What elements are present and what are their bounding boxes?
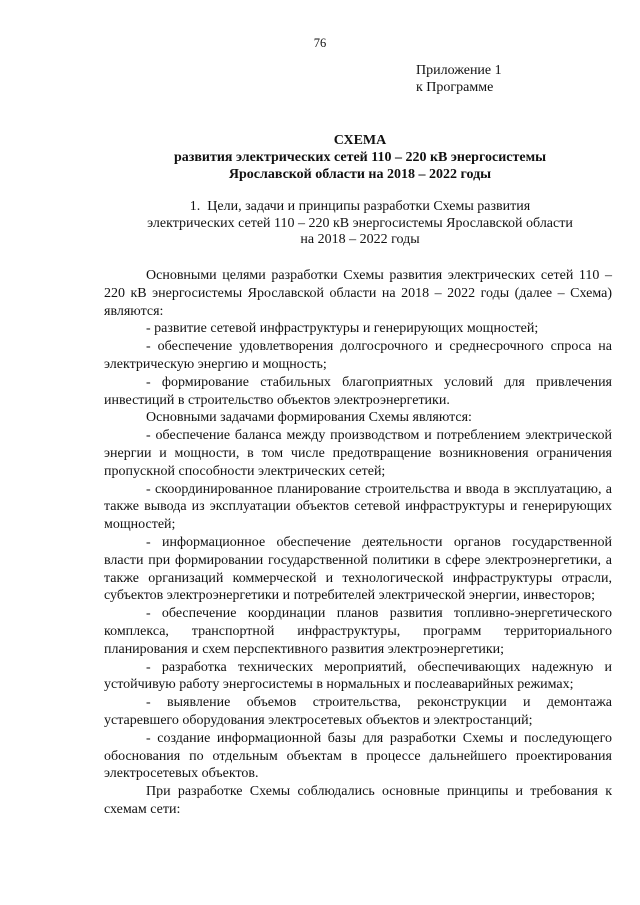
title-line-3: Ярославской области на 2018 – 2022 годы [228,167,492,182]
paragraph: Основными целями разработки Схемы развития электрических сетей 110 – 220 кВ энергосистемы Ярославской области на 2018 – 2022 годы (далее – Схема) являются: [104,268,612,319]
paragraph: При разработке Схемы соблюдались основные принципы и требования к схемам сети: [104,784,612,817]
section-heading [100,199,620,249]
section-heading-line-3: на 2018 – 2022 годы [300,232,420,247]
section-heading-line-1: 1. Цели, задачи и принципы разработки Схемы развития [189,199,531,214]
paragraph: - создание информационной базы для разработки Схемы и последующего обоснования по отдельным объектам в процессе дальнейшего проектирования электросетевых объектов. [104,730,612,782]
paragraph: - формирование стабильных благоприятных условий для привлечения инвестиций в строительство объектов электроэнергетики. [104,374,612,408]
section-heading-line-2: электрических сетей 110 – 220 кВ энергосистемы Ярославской области [147,215,573,231]
paragraph: - обеспечение баланса между производством и потреблением электрической энергии и мощности, в том числе предотвращение возникновения ограничения пропускной способности электрических сетей; [104,428,612,479]
paragraph: - обеспечение удовлетворения долгосрочного и среднесрочного спроса на электрическую энергию и мощность; [104,339,612,372]
paragraph: - разработка технических мероприятий, обеспечивающих надежную и устойчивую работу энергосистемы в нормальных и послеаварийных режимах; [104,659,612,693]
page-number: 76 [313,36,327,50]
paragraph: - информационное обеспечение деятельности органов государственной власти при формировании государственной политики в сфере электроэнергетики, а также организаций коммерческой и технологической инфраструктуры отрасли, субъектов электроэнергетики и потребителей электрической энергии, инвесторов; [104,534,612,604]
paragraph: - обеспечение координации планов развития топливно-энергетического комплекса, транспортной инфраструктуры, программ территориального планирования и схем перспективного развития электроэнергетики; [104,606,612,657]
title-line-1: СХЕМА [333,133,387,148]
appendix-label [416,62,502,96]
title-line-2: развития электрических сетей 110 – 220 кВ энергосистемы [173,150,547,165]
paragraph: - скоординированное планирование строительства и ввода в эксплуатацию, а также вывода из эксплуатации объектов сетевой инфраструктуры и генерирующих мощностей; [104,481,612,533]
document-title [100,132,620,183]
appendix-line-1: Приложение 1 [416,63,502,78]
paragraph: - выявление объемов строительства, реконструкции и демонтажа устаревшего оборудования электросетевых объектов и электростанций; [104,695,612,728]
paragraph: - развитие сетевой инфраструктуры и генерирующих мощностей; [146,321,539,337]
appendix-line-2: к Программе [416,80,494,95]
body-text [104,267,612,819]
paragraph: Основными задачами формирования Схемы являются: [146,410,472,426]
